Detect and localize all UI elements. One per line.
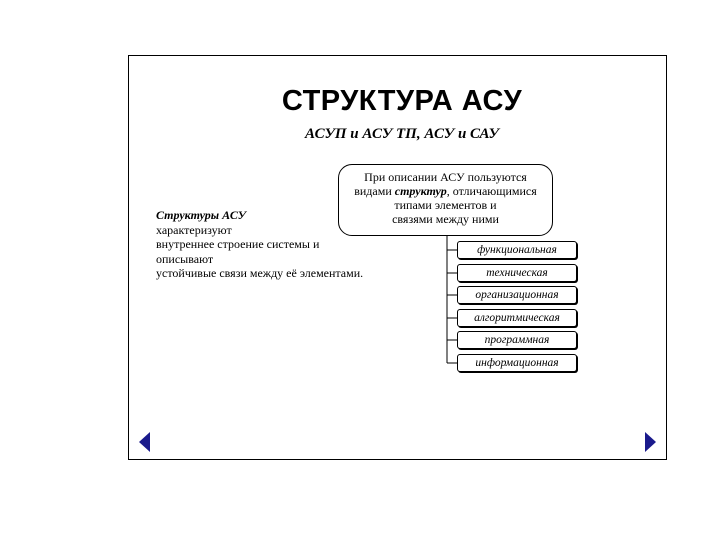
description-line: описывают [156, 251, 214, 266]
structures-callout [338, 164, 553, 236]
description-line: устойчивые связи между её элементами. [156, 266, 364, 280]
callout-line: типами элементов и [394, 198, 497, 212]
slide-subtitle: АСУП и АСУ ТП, АСУ и САУ [305, 126, 499, 142]
callout-line: При описании АСУ пользуются [364, 170, 527, 184]
structure-type-algorithmic: алгоритмическая [457, 309, 577, 327]
callout-line [339, 184, 552, 198]
structure-type-informational: информационная [457, 354, 577, 372]
callout-emphasis: структур [394, 184, 447, 198]
slide-title: СТРУКТУРА АСУ [281, 85, 523, 117]
structure-type-software: программная [457, 331, 577, 349]
structure-type-technical: техническая [457, 264, 577, 282]
triangle-right-icon[interactable] [645, 432, 656, 452]
callout-line: связями между ними [392, 212, 499, 226]
description-line: характеризуют [156, 222, 232, 237]
callout-text: , отличающимися [446, 184, 537, 198]
slide [128, 55, 667, 460]
triangle-left-icon[interactable] [139, 432, 150, 452]
callout-text: видами [354, 184, 395, 198]
description-line: внутреннее строение системы и [156, 237, 320, 251]
description-lead: Структуры АСУ [156, 208, 247, 222]
structure-type-organizational: организационная [457, 286, 577, 304]
structure-type-functional: функциональная [457, 241, 577, 259]
